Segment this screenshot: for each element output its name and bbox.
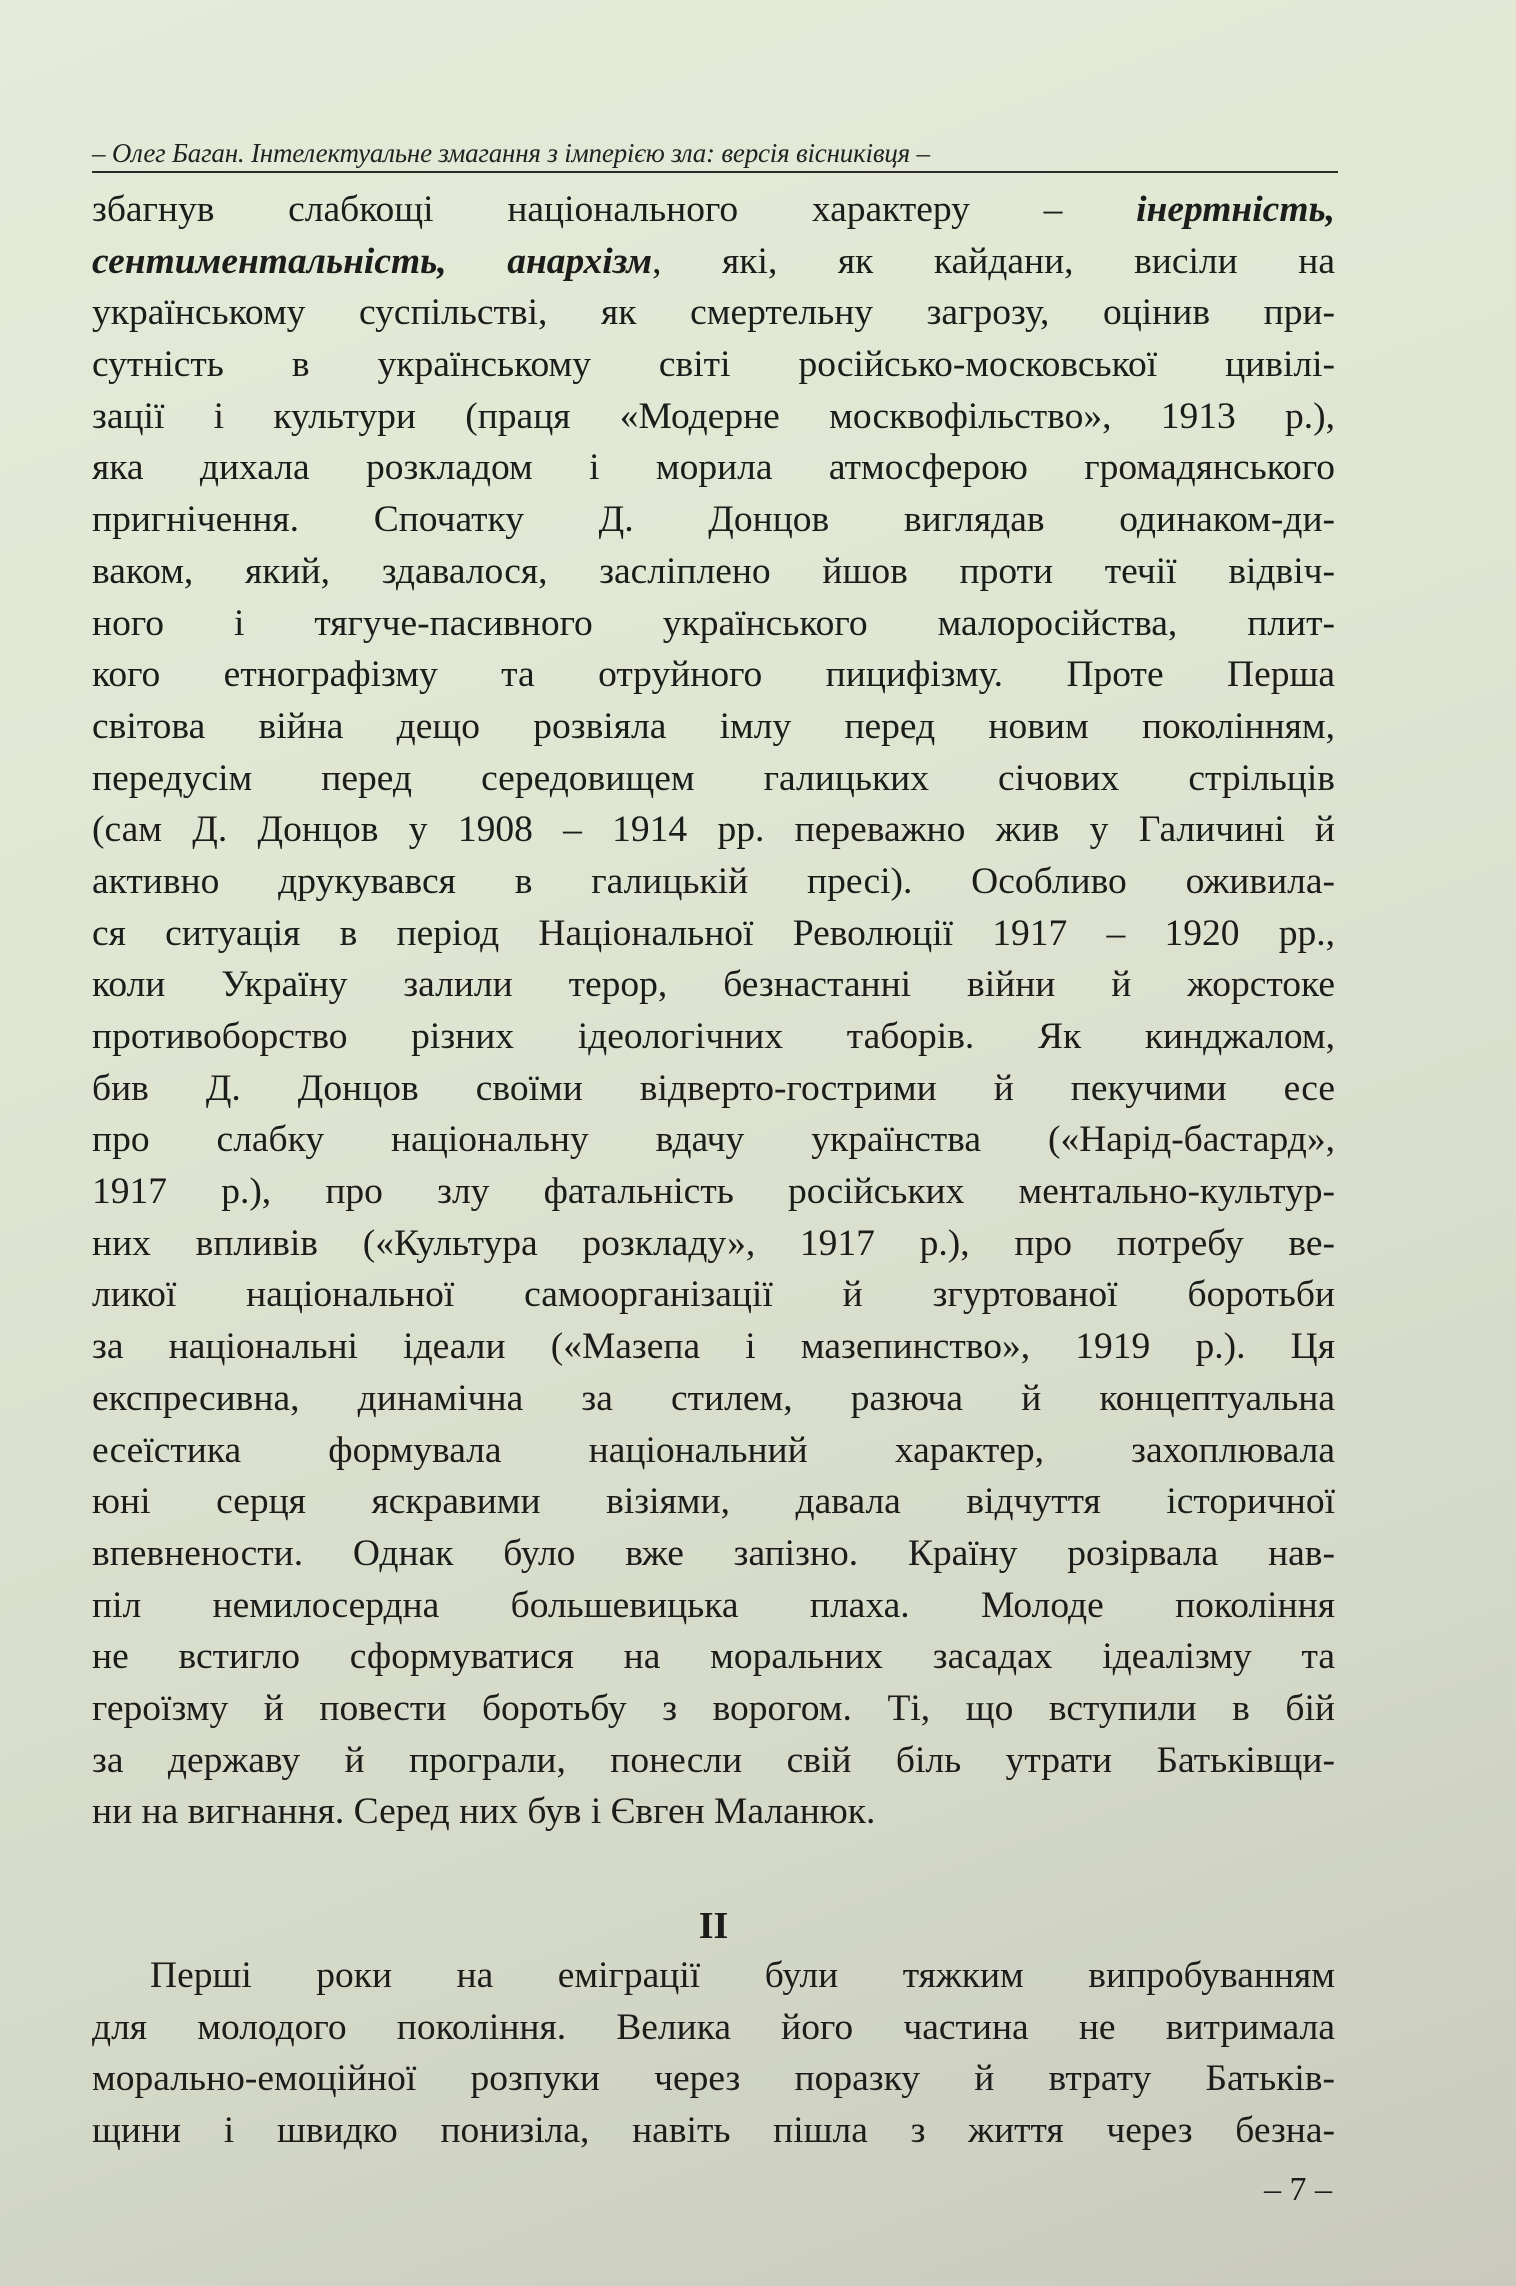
emphasized-term: сентиментальність, анархізм [92,240,653,282]
text-line: (сам Д. Донцов у 1908 – 1914 рр. переважно жив у Галичині й [92,809,1335,851]
running-head: – Олег Баган. Інтелектуальне змагання з імперією зла: версія вісниківця – [92,138,930,168]
text-line: впевнености. Однак було вже запізно. Країну розірвала нав- [92,1532,1335,1574]
section-heading: II [698,1905,729,1947]
text-line: активно друкувався в галицькій пресі). Особливо оживила- [92,860,1335,902]
text-line: Перші роки на еміграції були тяжким випробуванням [150,1955,1335,1996]
text-line: пригнічення. Спочатку Д. Донцов виглядав одинаком-ди- [92,499,1335,541]
text-line: морально-емоційної розпуки через поразку й втрату Батьків- [92,2058,1335,2100]
paragraph-1 [92,184,1335,1838]
text-run: , які, як кайдани, висіли на [652,240,1335,282]
text-line: бив Д. Донцов своїми відверто-гострими й пекучими есе [92,1067,1335,1109]
text-line: кого етнографізму та отруйного пицифізму. Проте Перша [92,654,1335,696]
text-line: ликої національної самоорганізації й згуртованої боротьби [92,1274,1335,1316]
text-line: ни на вигнання. Серед них був і Євген Маланюк. [92,1791,876,1833]
text-line [92,236,1335,288]
text-line: ся ситуація в період Національної Революції 1917 – 1920 рр., [92,912,1335,954]
text-line: для молодого покоління. Велика його частина не витримала [92,2006,1335,2048]
text-line: зації і культури (праця «Модерне москвофільство», 1913 р.), [92,395,1335,437]
text-line: піл немилосердна большевицька плаха. Молоде покоління [92,1584,1335,1626]
text-line: за національні ідеали («Мазепа і мазепинство», 1919 р.). Ця [92,1326,1335,1368]
emphasized-term: інертність, [1136,189,1335,230]
running-head-rule [92,171,1338,173]
text-line: ваком, який, здавалося, засліплено йшов проти течії відвіч- [92,550,1335,592]
text-line: світова війна дещо розвіяла імлу перед новим поколінням, [92,705,1335,747]
text-line: за державу й програли, понесли свій біль утрати Батьківщи- [92,1739,1335,1781]
text-line: 1917 р.), про злу фатальність російських ментально-культур- [92,1171,1335,1213]
text-line: сутність в українському світі російсько-московської цивілі- [92,344,1335,386]
text-line [92,184,1335,236]
text-line: не встигло сформуватися на моральних засадах ідеалізму та [92,1636,1335,1678]
page-number: – 7 – [1264,2171,1332,2208]
text-run: збагнув слабкощі національного характеру – [92,189,1137,230]
text-line: українському суспільстві, як смертельну загрозу, оцінив при- [92,292,1335,334]
text-line: героїзму й повести боротьбу з ворогом. Ті, що вступили в бій [92,1687,1335,1729]
text-line: них впливів («Культура розкладу», 1917 р.), про потребу ве- [92,1222,1335,1264]
text-line: яка дихала розкладом і морила атмосферою громадянського [92,447,1335,489]
text-line: про слабку національну вдачу українства («Нарід-бастард», [92,1119,1335,1161]
text-line: експресивна, динамічна за стилем, разюча й концептуальна [92,1377,1335,1419]
text-line: есеїстика формувала національний характер, захоплювала [92,1429,1335,1471]
paragraph-2 [92,1950,1335,2157]
text-line: щини і швидко понизіла, навіть пішла з життя через безна- [92,2110,1335,2152]
text-line: противоборство різних ідеологічних таборів. Як кинджалом, [92,1016,1335,1057]
text-line: юні серця яскравими візіями, давала відчуття історичної [92,1481,1335,1523]
text-line: передусім перед середовищем галицьких січових стрільців [92,757,1335,799]
text-line: коли Україну залили терор, безнастанні війни й жорстоке [92,964,1335,1006]
text-line: ного і тягуче-пасивного українського малоросійства, плит- [92,602,1335,644]
